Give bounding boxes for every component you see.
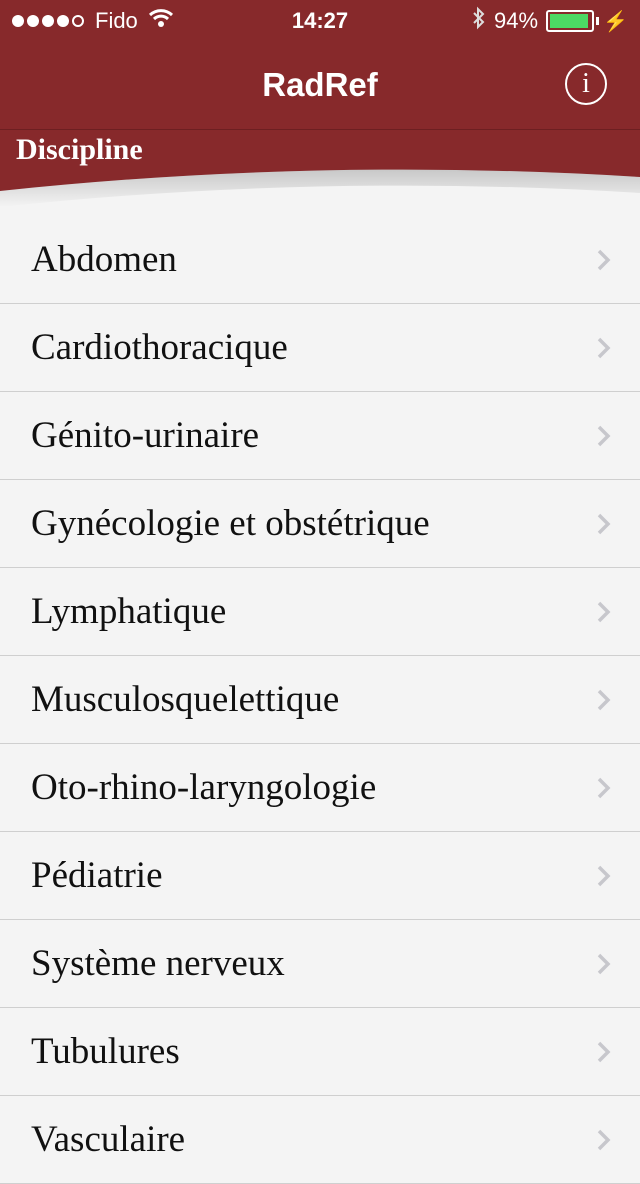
status-bar [0,0,640,40]
nav-title: RadRef [262,66,378,103]
status-time: 14:27 [291,8,349,33]
header [0,0,640,130]
list-item-label: Tubulures [31,1031,180,1072]
chevron-right-icon [596,424,612,448]
list-item[interactable] [0,216,640,304]
list-item[interactable] [0,832,640,920]
battery-fill [550,14,588,28]
list-item[interactable] [0,744,640,832]
list-item-label: Système nerveux [31,943,285,984]
battery-tip [596,17,599,25]
chevron-right-icon [596,864,612,888]
list-item-label: Vasculaire [31,1119,186,1160]
info-icon: i [582,68,590,99]
list-item[interactable] [0,392,640,480]
list-item[interactable] [0,1008,640,1096]
status-right [472,6,628,36]
charging-bolt-icon: ⚡ [603,10,628,33]
list-item[interactable] [0,656,640,744]
list-item-label: Lymphatique [31,591,227,632]
list-item[interactable] [0,568,640,656]
list-item-label: Musculosquelettique [31,679,340,720]
chevron-right-icon [596,248,612,272]
battery-icon [546,10,594,32]
chevron-right-icon [596,1040,612,1064]
chevron-right-icon [596,776,612,800]
chevron-right-icon [596,688,612,712]
chevron-right-icon [596,1128,612,1152]
list-item-label: Oto-rhino-laryngologie [31,767,377,808]
battery-percent: 94% [494,8,539,33]
chevron-right-icon [596,600,612,624]
carrier-name: Fido [95,8,138,33]
bluetooth-icon [472,6,486,36]
list-item[interactable] [0,304,640,392]
list-item[interactable] [0,920,640,1008]
chevron-right-icon [596,952,612,976]
list-item[interactable] [0,480,640,568]
list-item-label: Abdomen [31,239,177,280]
info-button[interactable] [565,63,607,105]
discipline-list [0,216,640,1184]
list-item-label: Pédiatrie [31,855,163,896]
section-title: Discipline [16,133,143,166]
list-item[interactable] [0,1096,640,1184]
list-item-label: Cardiothoracique [31,327,288,368]
chevron-right-icon [596,512,612,536]
chevron-right-icon [596,336,612,360]
list-item-label: Gynécologie et obstétrique [31,503,430,544]
list-item-label: Génito-urinaire [31,415,260,456]
